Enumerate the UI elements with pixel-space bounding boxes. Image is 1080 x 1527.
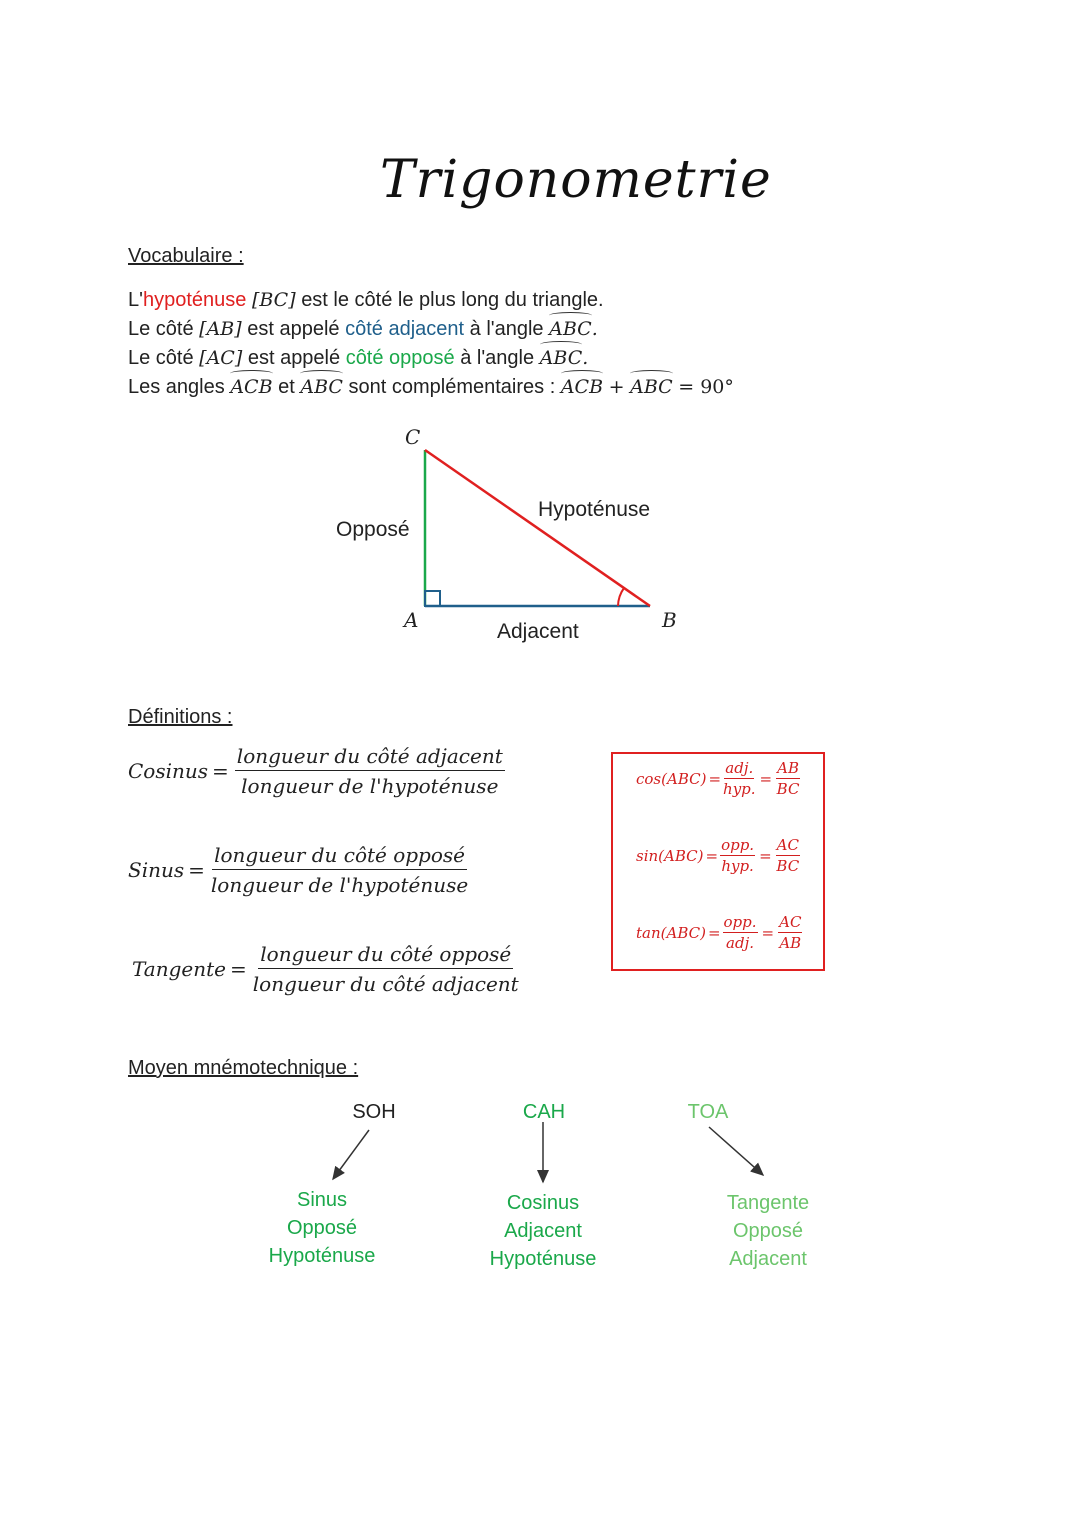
hypotenuse-side: [425, 450, 650, 606]
hypotenuse-label: Hypoténuse: [538, 498, 651, 521]
angle-abc: ABC: [549, 315, 592, 344]
vocab-line-1: L'hypoténuse [BC] est le côté le plus long du triangle.: [128, 289, 604, 311]
mnemonic-heading: Moyen mnémotechnique :: [128, 1057, 359, 1079]
tan-formula: tan(ABC) = $\frac{\text{opp.}}{\text{adj.}}$ = $\frac{AC}{AB}$: [636, 913, 802, 952]
vocab-line-2: Le côté [AB] est appelé côté adjacent à l'angle ABC.: [128, 315, 598, 344]
tangent-definition: Tangente = $\frac{\text{longueur du côté opposé}}{\text{longueur du côté adjacent}}$: [132, 942, 519, 996]
cosine-definition: Cosinus = $\frac{\text{longueur du côté adjacent}}{\text{longueur de l'hypoténuse}}$: [128, 744, 503, 798]
vocab-line-4: Les angles ACB et ABC sont complémentaires : ACB + ABC = 90°: [128, 373, 734, 402]
angle-abc: ABC: [540, 344, 583, 373]
angle-b-arc: [618, 588, 624, 606]
cah-words: Cosinus Adjacent Hypoténuse: [489, 1192, 597, 1270]
sine-definition: Sinus = $\frac{\text{longueur du côté opposé}}{\text{longueur de l'hypoténuse}}$: [128, 843, 469, 897]
hypotenuse-word: hypoténuse: [142, 289, 247, 311]
cah-acronym: CAH: [522, 1101, 566, 1123]
right-angle-marker: [425, 591, 440, 606]
toa-words: Tangente Opposé Adjacent: [726, 1192, 810, 1270]
right-triangle-diagram: [0, 0, 1080, 700]
page-title: Trigonometrie: [380, 150, 772, 210]
vertex-b-label: B: [662, 608, 677, 632]
sin-formula: sin(ABC) = $\frac{\text{opp.}}{\text{hyp.}}$ = $\frac{AC}{BC}$: [636, 836, 800, 875]
angle-abc: ABC: [630, 373, 673, 402]
soh-words: Sinus Opposé Hypoténuse: [268, 1189, 376, 1267]
vertex-c-label: C: [405, 425, 421, 449]
opposite-word: côté opposé: [345, 347, 455, 369]
definitions-heading: Définitions :: [128, 706, 233, 728]
vocab-line-3: Le côté [AC] est appelé côté opposé à l'angle ABC.: [128, 344, 588, 373]
angle-acb: ACB: [230, 373, 272, 402]
soh-acronym: SOH: [352, 1101, 396, 1123]
vertex-a-label: A: [404, 608, 419, 632]
toa-acronym: TOA: [687, 1101, 729, 1123]
opposite-label: Opposé: [336, 518, 410, 541]
angle-abc: ABC: [300, 373, 343, 402]
adjacent-word: côté adjacent: [345, 318, 465, 340]
soh-arrow: [333, 1130, 369, 1179]
cos-formula: cos(ABC) = $\frac{\text{adj.}}{\text{hyp.}}$ = $\frac{AB}{BC}$: [636, 759, 800, 798]
angle-acb: ACB: [561, 373, 603, 402]
toa-arrow: [709, 1127, 763, 1175]
adjacent-label: Adjacent: [497, 620, 579, 643]
vocab-heading: Vocabulaire :: [128, 245, 244, 267]
